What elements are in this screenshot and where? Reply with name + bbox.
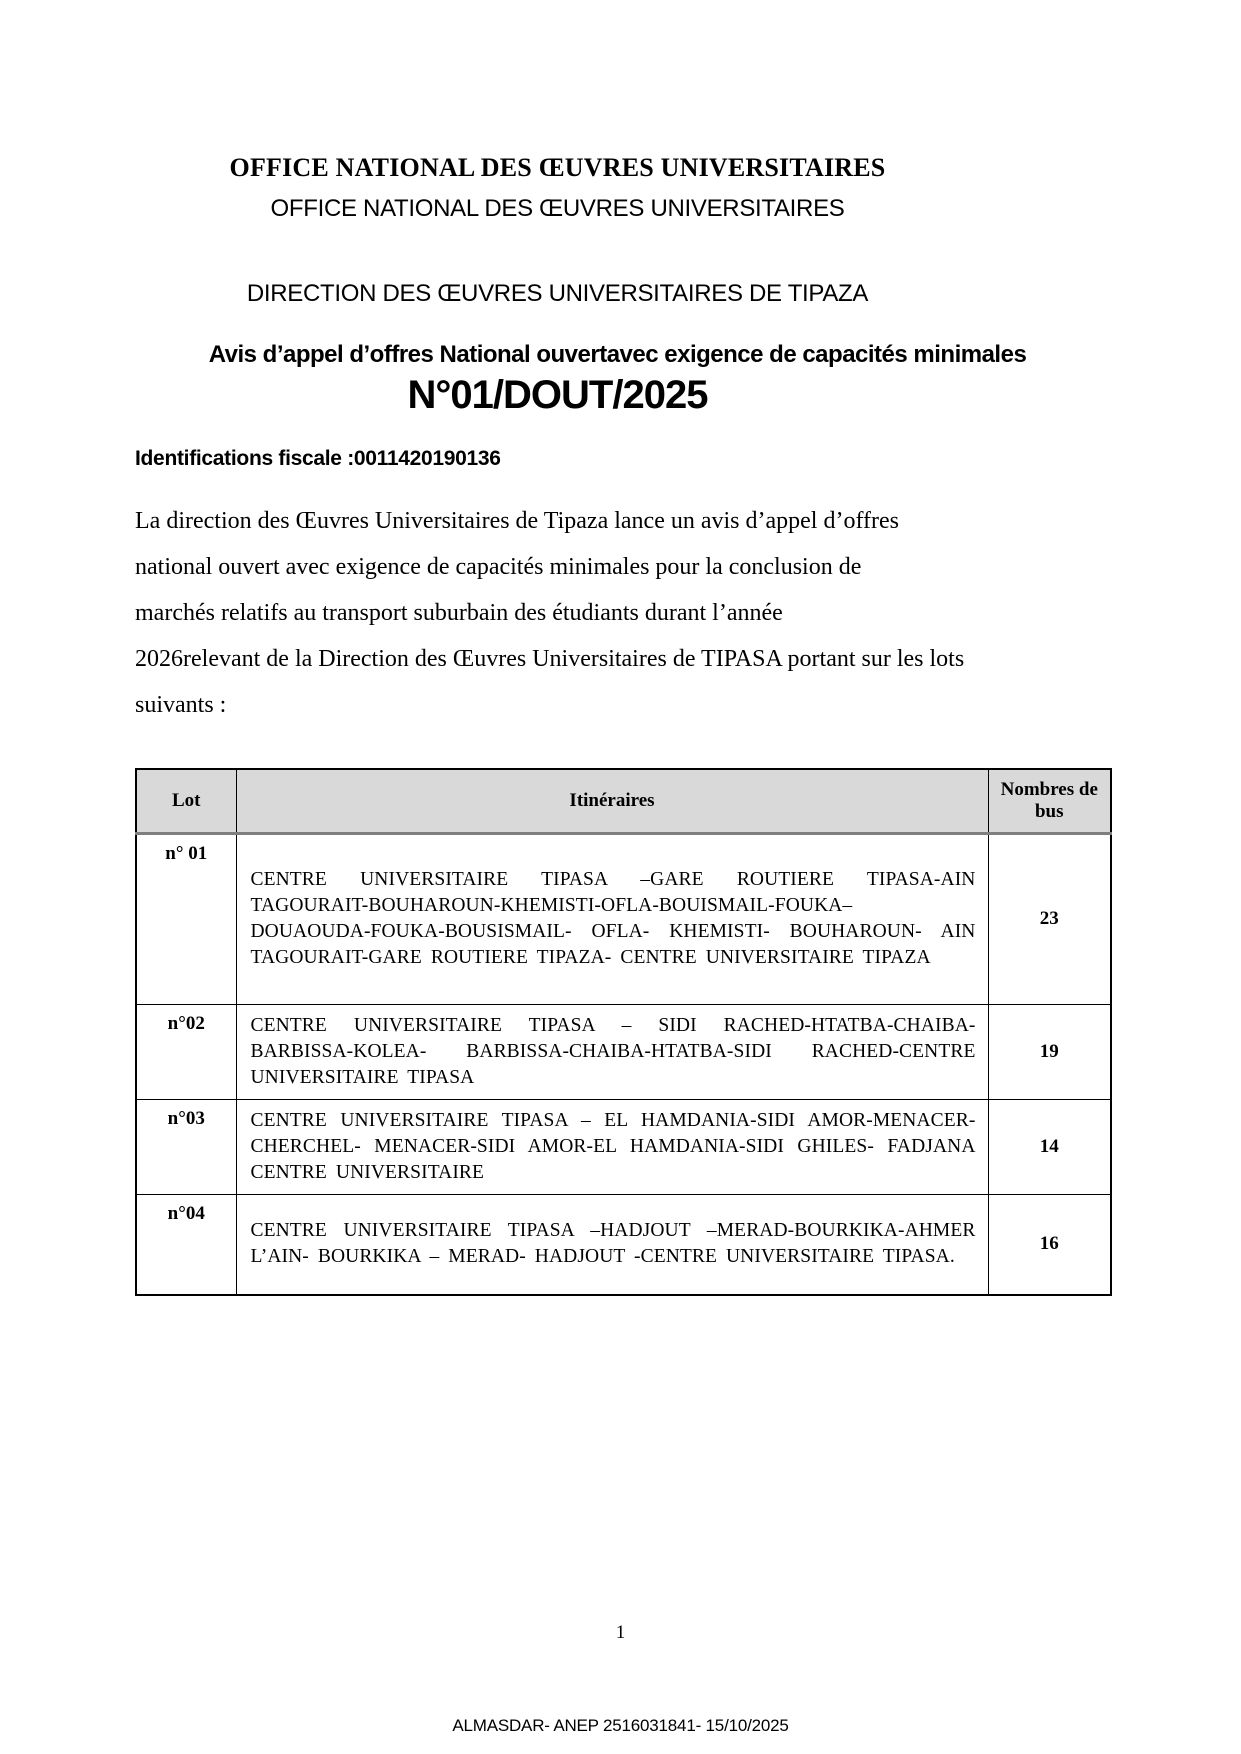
bus-count-cell: 14 <box>988 1099 1111 1194</box>
notice-number: N°01/DOUT/2025 <box>407 373 708 417</box>
itinerary-cell: CENTRE UNIVERSITAIRE TIPASA –HADJOUT –MERAD-BOURKIKA-AHMER L’AIN- BOURKIKA – MERAD- HADJOUT -CENTRE UNIVERSITAIRE TIPASA. <box>236 1194 988 1295</box>
itinerary-cell: CENTRE UNIVERSITAIRE TIPASA –GARE ROUTIERE TIPASA-AIN TAGOURAIT-BOUHAROUN-KHEMISTI-OFLA-BOUISMAIL-FOUKA– DOUAOUDA-FOUKA-BOUSISMAIL- OFLA- KHEMISTI- BOUHAROUN- AIN TAGOURAIT-GARE ROUTIERE TIPAZA- CENTRE UNIVERSITAIRE TIPAZA <box>236 833 988 1004</box>
intro-line: 2026relevant de la Direction des Œuvres Universitaires de TIPASA portant sur les lots <box>135 646 965 672</box>
table-row <box>136 1194 1111 1295</box>
bus-count-cell: 19 <box>988 1004 1111 1099</box>
table-header-row <box>136 769 1111 833</box>
org-name-bold: OFFICE NATIONAL DES ŒUVRES UNIVERSITAIRES <box>229 153 886 182</box>
intro-line: marchés relatifs au transport suburbain des étudiants durant l’année <box>135 600 783 626</box>
column-header-lot: Lot <box>136 769 236 833</box>
fiscal-identification <box>135 446 1110 472</box>
table-row <box>136 1004 1111 1099</box>
publication-reference: ALMASDAR- ANEP 2516031841- 15/10/2025 <box>452 1716 789 1735</box>
table-row <box>136 833 1111 1004</box>
document-content <box>135 153 1110 1296</box>
page-number: 1 <box>615 1622 626 1643</box>
intro-line: national ouvert avec exigence de capacités minimales pour la conclusion de <box>135 554 862 580</box>
fiscal-label: Identifications fiscale : <box>135 447 354 470</box>
lot-number: n°04 <box>136 1194 236 1295</box>
intro-line: suivants : <box>135 692 227 718</box>
notice-title: Avis d’appel d’offres National ouvertavec exigence de capacités minimales <box>208 341 1027 368</box>
fiscal-value: 0011420190136 <box>353 447 501 470</box>
direction-name: DIRECTION DES ŒUVRES UNIVERSITAIRES DE TIPAZA <box>246 280 869 307</box>
bus-count-cell: 23 <box>988 833 1111 1004</box>
bus-count-cell: 16 <box>988 1194 1111 1295</box>
lots-table <box>135 768 1112 1296</box>
itinerary-cell: CENTRE UNIVERSITAIRE TIPASA – EL HAMDANIA-SIDI AMOR-MENACER-CHERCHEL- MENACER-SIDI AMOR-EL HAMDANIA-SIDI GHILES- FADJANA CENTRE UNIVERSITAIRE <box>236 1099 988 1194</box>
intro-line: La direction des Œuvres Universitaires de Tipaza lance un avis d’appel d’offres <box>135 508 899 534</box>
intro-paragraph <box>135 498 1110 728</box>
lot-number: n° 01 <box>136 833 236 1004</box>
org-name: OFFICE NATIONAL DES ŒUVRES UNIVERSITAIRES <box>270 195 845 222</box>
lot-number: n°03 <box>136 1099 236 1194</box>
itinerary-cell: CENTRE UNIVERSITAIRE TIPASA – SIDI RACHED-HTATBA-CHAIBA-BARBISSA-KOLEA- BARBISSA-CHAIBA-HTATBA-SIDI RACHED-CENTRE UNIVERSITAIRE TIPASA <box>236 1004 988 1099</box>
lot-number: n°02 <box>136 1004 236 1099</box>
column-header-itineraries: Itinéraires <box>236 769 988 833</box>
document-header <box>135 153 980 308</box>
table-row <box>136 1099 1111 1194</box>
column-header-bus-count: Nombres de bus <box>988 769 1111 833</box>
